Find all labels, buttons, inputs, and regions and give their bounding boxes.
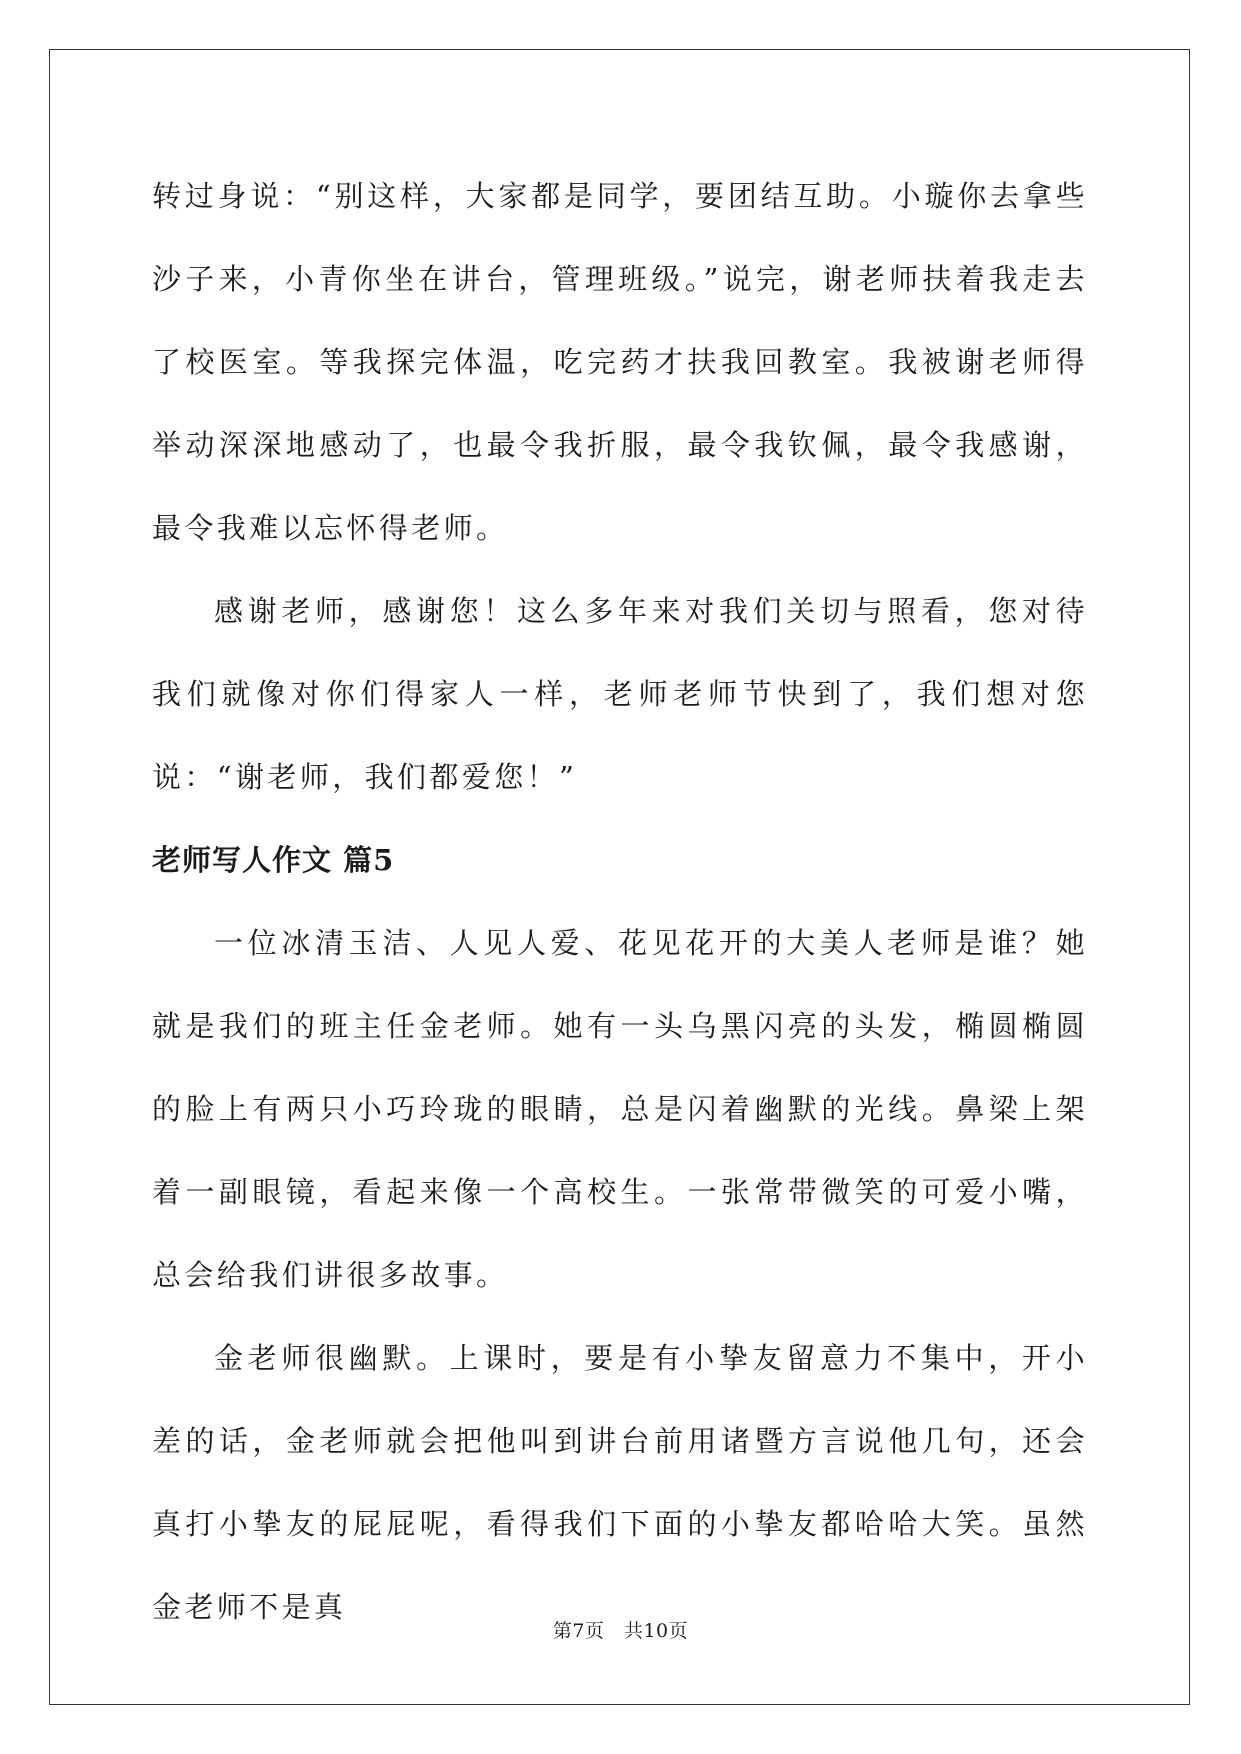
paragraph-description: 一位冰清玉洁、人见人爱、花见花开的大美人老师是谁？她就是我们的班主任金老师。她有一头乌黑闪亮的头发，椭圆椭圆的脸上有两只小巧玲珑的眼睛，总是闪着幽默的光线。鼻梁上架着一副眼镜，看起来像一个高校生。一张常带微笑的可爱小嘴，总会给我们讲很多故事。 [152, 926, 1088, 1292]
section-title: 老师写人作文 篇5 [152, 843, 395, 877]
page-number-footer: 第7页 共10页 [552, 1620, 689, 1642]
paragraph-continuation: 转过身说：“别这样，大家都是同学，要团结互助。小璇你去拿些沙子来，小青你坐在讲台，管理班级。”说完，谢老师扶着我走去了校医室。等我探完体温，吃完药才扶我回教室。我被谢老师得举动深深地感动了，也最令我折服，最令我钦佩，最令我感谢，最令我难以忘怀得老师。 [152, 179, 1088, 545]
paragraph-humor: 金老师很幽默。上课时，要是有小挚友留意力不集中，开小差的话，金老师就会把他叫到讲台前用诸暨方言说他几句，还会真打小挚友的屁屁呢，看得我们下面的小挚友都哈哈大笑。虽然金老师不是真 [152, 1341, 1088, 1624]
paragraph-thanks: 感谢老师，感谢您！这么多年来对我们关切与照看，您对待我们就像对你们得家人一样，老师老师节快到了，我们想对您说：“谢老师，我们都爱您！” [152, 594, 1088, 794]
document-body [152, 155, 1088, 1649]
